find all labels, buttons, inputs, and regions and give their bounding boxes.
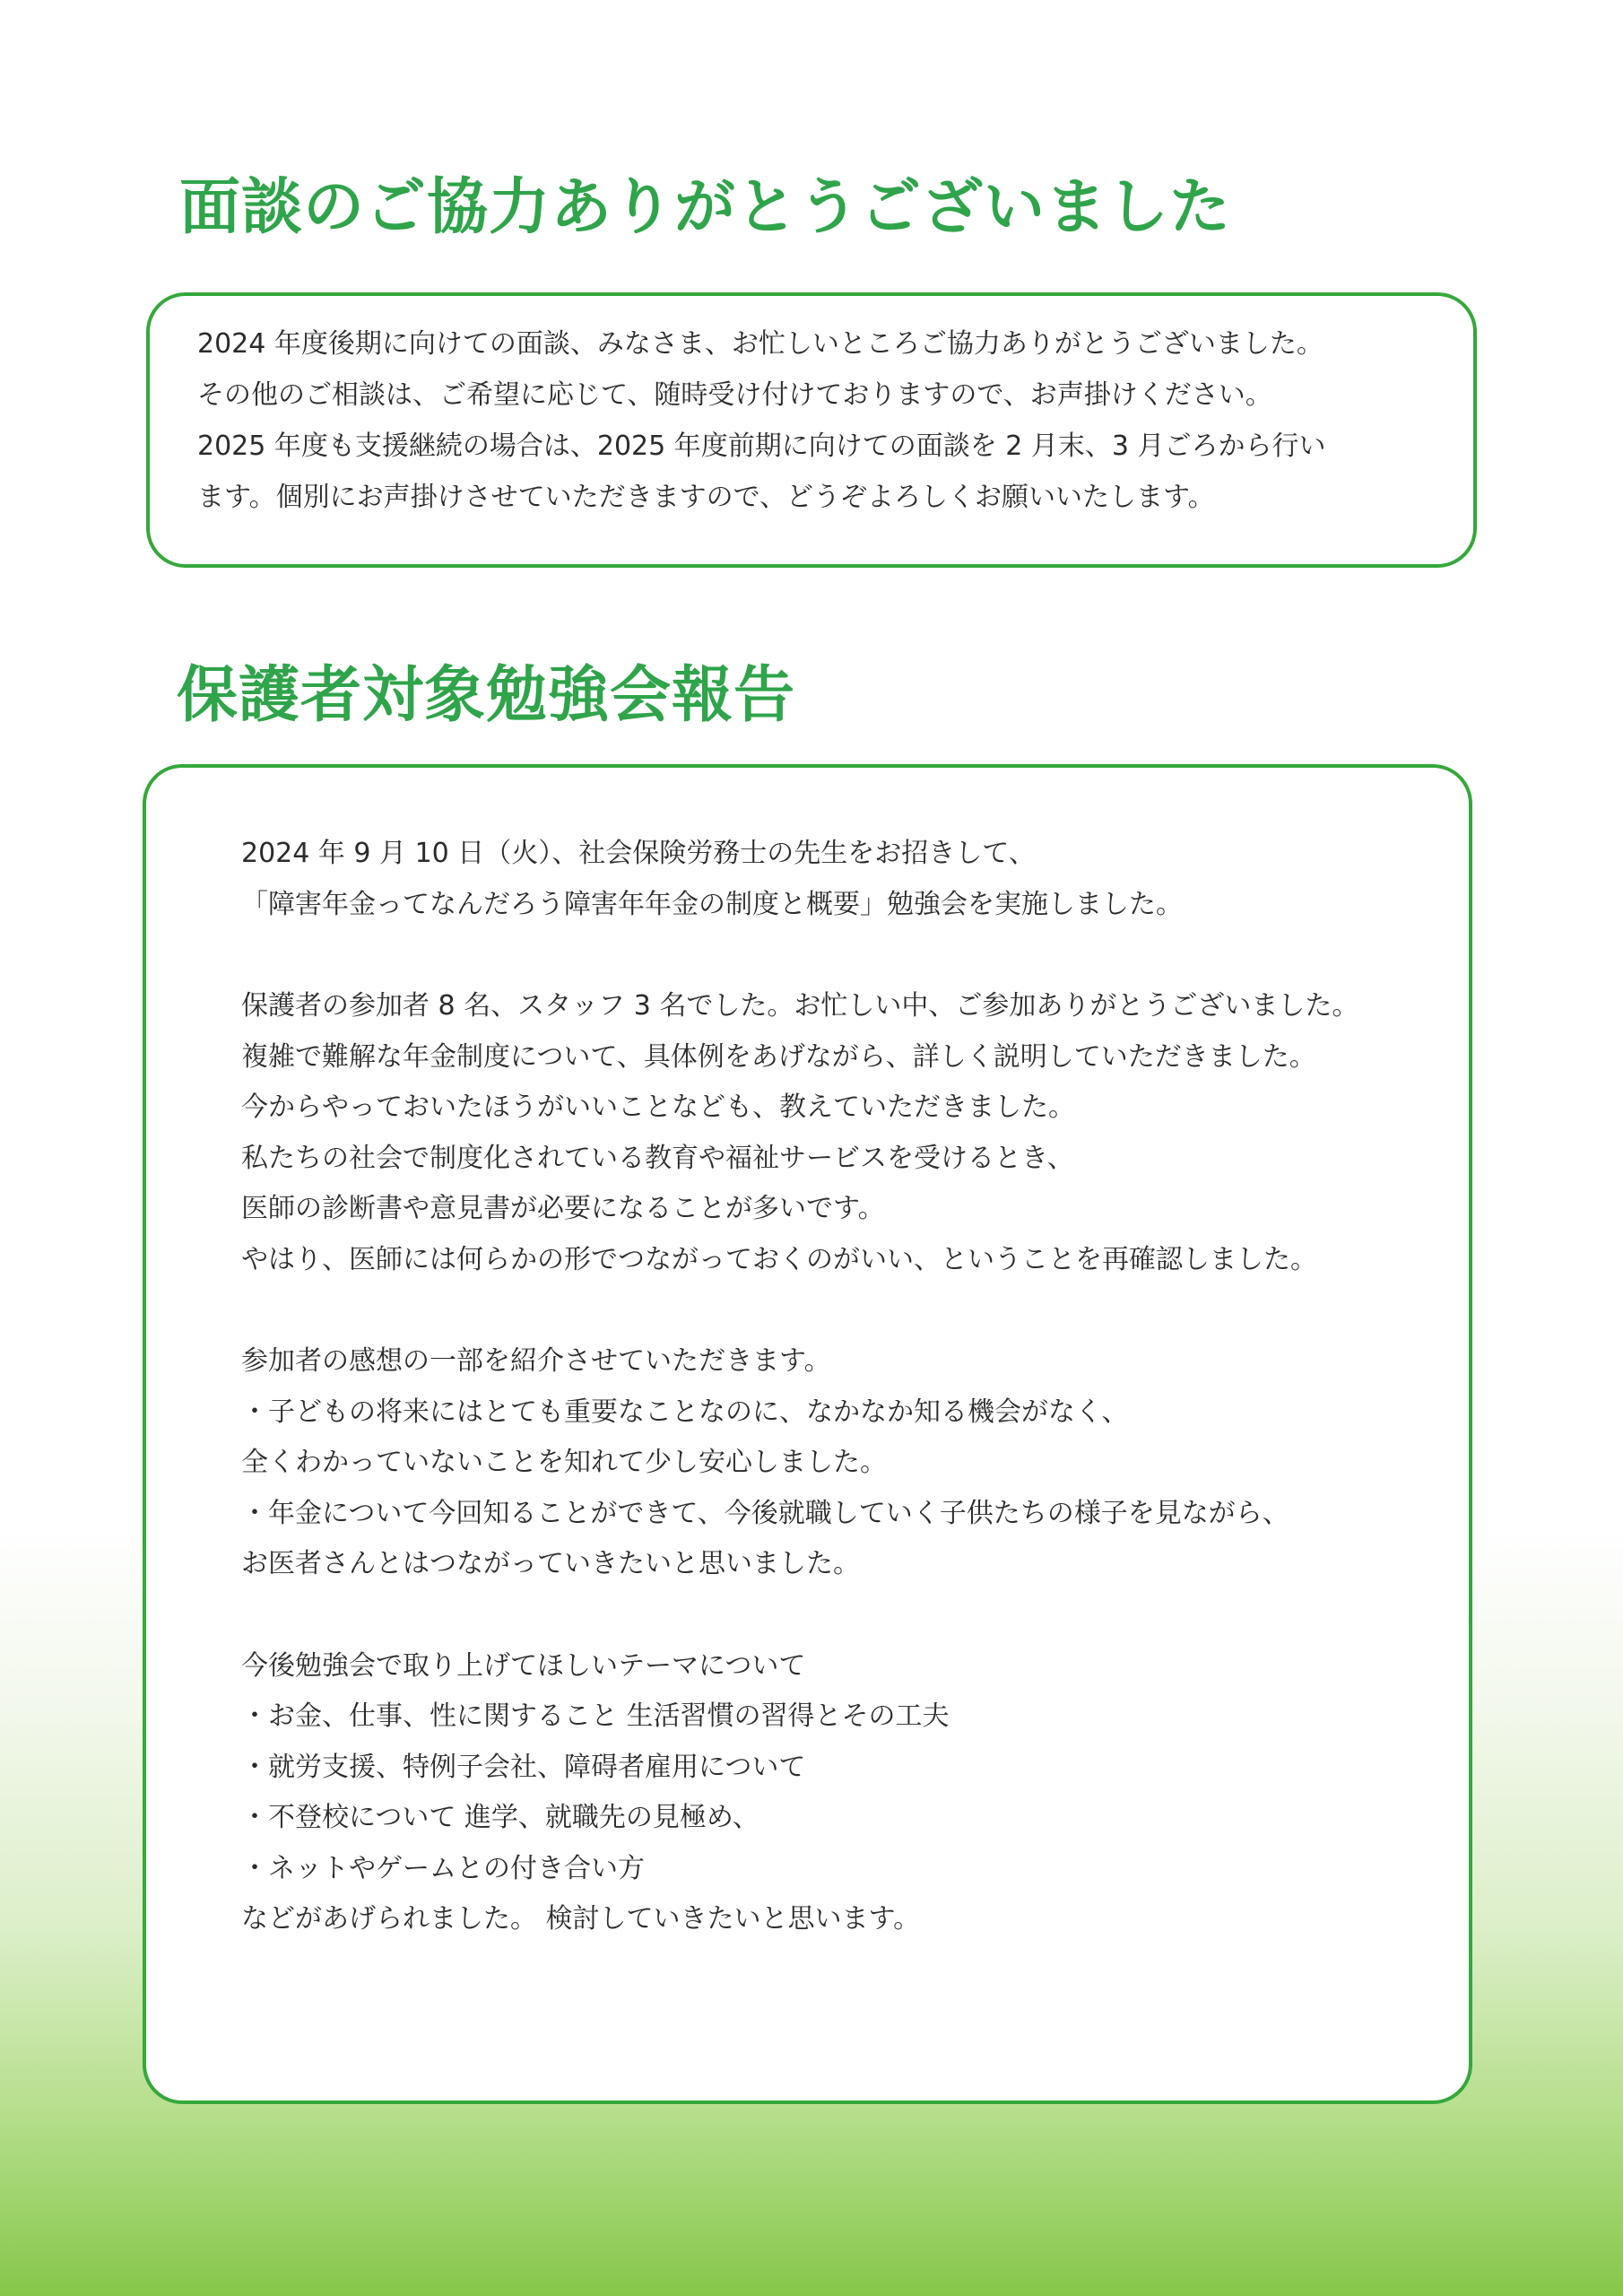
report-text-line: 「障害年金ってなんだろう障害年年金の制度と概要」勉強会を実施しました。 bbox=[241, 889, 1183, 920]
study-section-title: 保護者対象勉強会報告 bbox=[177, 660, 796, 731]
interview-message-box bbox=[146, 292, 1477, 568]
interview-text-line: 2025 年度も支援継続の場合は、2025 年度前期に向けての面談を 2 月末、3 月ごろから行い bbox=[197, 430, 1326, 462]
report-closing-line: などがあげられました。 検討していきたいと思います。 bbox=[241, 1903, 921, 1935]
interview-section-title: 面談のご協力ありがとうございました bbox=[179, 172, 1232, 243]
report-text-line: 複雑で難解な年金制度について、具体例をあげながら、詳しく説明していただきました。 bbox=[241, 1041, 1316, 1073]
interview-text-line: 2024 年度後期に向けての面談、みなさま、お忙しいところご協力ありがとうございました。 bbox=[197, 328, 1324, 360]
report-text-line: 私たちの社会で制度化されている教育や福祉サービスを受けるとき、 bbox=[241, 1143, 1074, 1174]
report-text-line: 医師の診断書や意見書が必要になることが多いです。 bbox=[241, 1193, 885, 1224]
impressions-heading: 参加者の感想の一部を紹介させていただきます。 bbox=[241, 1345, 831, 1377]
theme-item: ・不登校について 進学、就職先の見極め、 bbox=[241, 1802, 759, 1833]
impression-item-continued: お医者さんとはつながっていきたいと思いました。 bbox=[241, 1548, 860, 1579]
report-text-line: 2024 年 9 月 10 日（火）、社会保険労務士の先生をお招きして、 bbox=[241, 838, 1036, 869]
report-text-line: 今からやっておいたほうがいいことなども、教えていただきました。 bbox=[241, 1091, 1075, 1123]
report-text-line: 保護者の参加者 8 名、スタッフ 3 名でした。お忙しい中、ご参加ありがとうございました。 bbox=[241, 990, 1359, 1022]
report-text-line: やはり、医師には何らかの形でつながっておくのがいい、ということを再確認しました。 bbox=[241, 1244, 1317, 1275]
theme-item: ・お金、仕事、性に関すること 生活習慣の習得とその工夫 bbox=[241, 1700, 950, 1732]
theme-item: ・就労支援、特例子会社、障碍者雇用について bbox=[241, 1752, 806, 1783]
impression-item-continued: 全くわかっていないことを知れて少し安心しました。 bbox=[241, 1447, 887, 1478]
themes-heading: 今後勉強会で取り上げてほしいテーマについて bbox=[241, 1650, 806, 1682]
impression-item: ・子どもの将来にはとても重要なことなのに、なかなか知る機会がなく、 bbox=[241, 1396, 1129, 1428]
interview-text-line: ます。個別にお声掛けさせていただきますので、どうぞよろしくお願いいたします。 bbox=[197, 482, 1215, 513]
impression-item: ・年金について今回知ることができて、今後就職していく子供たちの様子を見ながら、 bbox=[241, 1498, 1289, 1529]
study-report-box bbox=[143, 764, 1472, 2104]
interview-text-line: その他のご相談は、ご希望に応じて、随時受け付けておりますので、お声掛けください。 bbox=[197, 379, 1272, 411]
theme-item: ・ネットやゲームとの付き合い方 bbox=[241, 1853, 645, 1884]
